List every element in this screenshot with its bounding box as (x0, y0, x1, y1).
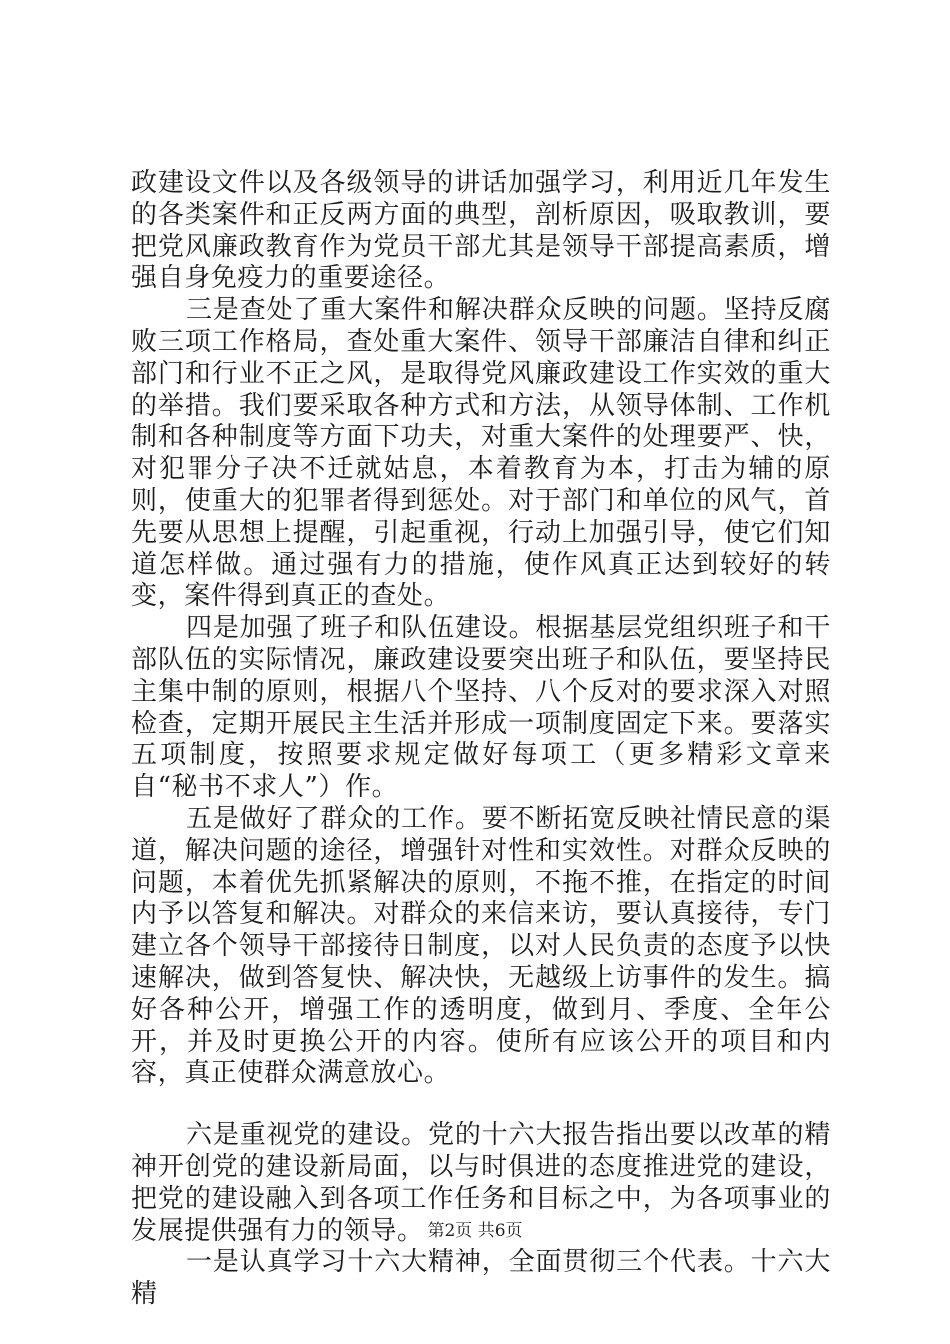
paragraph-case-handling: 三是查处了重大案件和解决群众反映的问题。坚持反腐败三项工作格局，查处重大案件、领导干部廉洁自律和纠正部门和行业不正之风，是取得党风廉政建设工作实效的重大的举措。我们要采取各种方式和方法，从领导体制、工作机制和各种制度等方面下功夫，对重大案件的处理要严、快，对犯罪分子决不迁就姑息，本着教育为本，打击为辅的原则，使重大的犯罪者得到惩处。对于部门和单位的风气，首先要从思想上提醒，引起重视，行动上加强引导，使它们知道怎样做。通过强有力的措施，使作风真正达到较好的转变，案件得到真正的查处。 (131, 295, 831, 612)
paragraph-study-spirit: 一是认真学习十六大精神，全面贯彻三个代表。十六大精 (131, 1247, 831, 1310)
document-body (131, 168, 831, 1311)
paragraph-public-work: 五是做好了群众的工作。要不断拓宽反映社情民意的渠道，解决问题的途径，增强针对性和实效性。对群众反映的问题，本着优先抓紧解决的原则，不拖不推，在指定的时间内予以答复和解决。对群众的来信来访，要认真接待，专门建立各个领导干部接待日制度，以对人民负责的态度予以快速解决，做到答复快、解决快，无越级上访事件的发生。搞好各种公开，增强工作的透明度，做到月、季度、全年公开，并及时更换公开的内容。使所有应该公开的项目和内容，真正使群众满意放心。 (131, 803, 831, 1089)
page-number-footer: 第2页 共6页 (427, 1221, 523, 1241)
paragraph-party-building: 六是重视党的建设。党的十六大报告指出要以改革的精神开创党的建设新局面，以与时俱进的态度推进党的建设，把党的建设融入到各项工作任务和目标之中，为各项事业的发展提供强有力的领导。 (131, 1120, 831, 1246)
paragraph-continuation: 政建设文件以及各级领导的讲话加强学习，利用近几年发生的各类案件和正反两方面的典型，剖析原因，吸取教训，要把党风廉政教育作为党员干部尤其是领导干部提高素质，增强自身免疫力的重要途径。 (131, 168, 831, 294)
paragraph-team-building: 四是加强了班子和队伍建设。根据基层党组织班子和干部队伍的实际情况，廉政建设要突出班子和队伍，要坚持民主集中制的原则，根据八个坚持、八个反对的要求深入对照检查，定期开展民主生活并形成一项制度固定下来。要落实五项制度，按照要求规定做好每项工（更多精彩文章来自“秘书不求人”）作。 (131, 613, 831, 803)
